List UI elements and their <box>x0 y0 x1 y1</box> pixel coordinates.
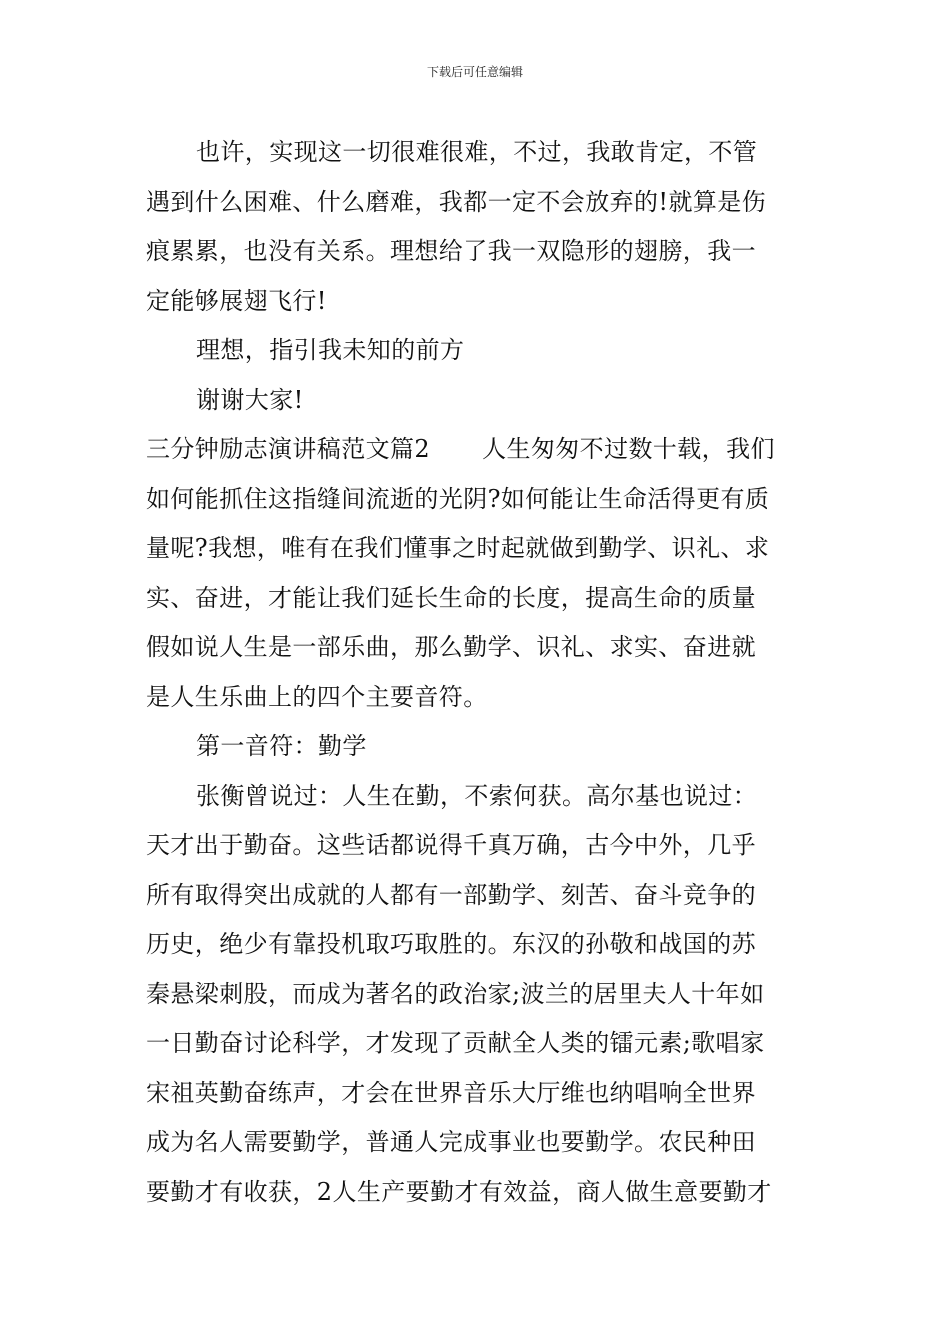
text-line: 成为名人需要勤学，普通人完成事业也要勤学。农民种田 <box>146 1128 756 1156</box>
text-line: 谢谢大家! <box>196 385 304 414</box>
section-title-line <box>146 425 810 475</box>
text-line: 所有取得突出成就的人都有一部勤学、刻苦、奋斗竞争的 <box>146 880 756 909</box>
text-line: 定能够展翅飞行! <box>146 286 327 315</box>
text-line: 实、奋进，才能让我们延长生命的长度，提高生命的质量 <box>146 583 756 612</box>
subheading-line: 第一音符：勤学 <box>196 732 367 760</box>
text-line: 天才出于勤奋。这些话都说得千真万确，古今中外，几乎 <box>146 831 756 859</box>
section-title: 三分钟励志演讲稿范文篇2 <box>146 435 431 463</box>
text-line: 宋祖英勤奋练声，才会在世界音乐大厅维也纳唱响全世界 <box>146 1078 756 1107</box>
text-line: 张衡曾说过：人生在勤，不索何获。高尔基也说过： <box>196 781 758 810</box>
text-line: 历史，绝少有靠投机取巧取胜的。东汉的孙敬和战国的苏 <box>146 930 756 958</box>
text-line: 一日勤奋讨论科学，才发现了贡献全人类的镭元素;歌唱家 <box>146 1029 765 1057</box>
text-line: 也许，实现这一切很难很难，不过，我敢肯定，不管 <box>196 138 758 166</box>
document-body <box>146 128 810 1217</box>
text-line: 秦悬梁刺股，而成为著名的政治家;波兰的居里夫人十年如 <box>146 979 765 1008</box>
text-line: 痕累累，也没有关系。理想给了我一双隐形的翅膀，我一 <box>146 237 756 265</box>
text-line: 理想，指引我未知的前方 <box>196 336 465 364</box>
text-line: 要勤才有收获，2人生产要勤才有效益，商人做生意要勤才 <box>146 1177 772 1206</box>
text-line: 量呢?我想，唯有在我们懂事之时起就做到勤学、识礼、求 <box>146 534 770 562</box>
text-line: 是人生乐曲上的四个主要音符。 <box>146 682 488 711</box>
text-line: 假如说人生是一部乐曲，那么勤学、识礼、求实、奋进就 <box>146 633 756 661</box>
page-header: 下载后可任意编辑 <box>426 65 523 79</box>
text-line: 遇到什么困难、什么磨难，我都一定不会放弃的!就算是伤 <box>146 187 767 216</box>
text-line: 如何能抓住这指缝间流逝的光阴?如何能让生命活得更有质 <box>146 484 770 513</box>
section-opening-text: 人生匆匆不过数十载，我们 <box>482 435 775 463</box>
